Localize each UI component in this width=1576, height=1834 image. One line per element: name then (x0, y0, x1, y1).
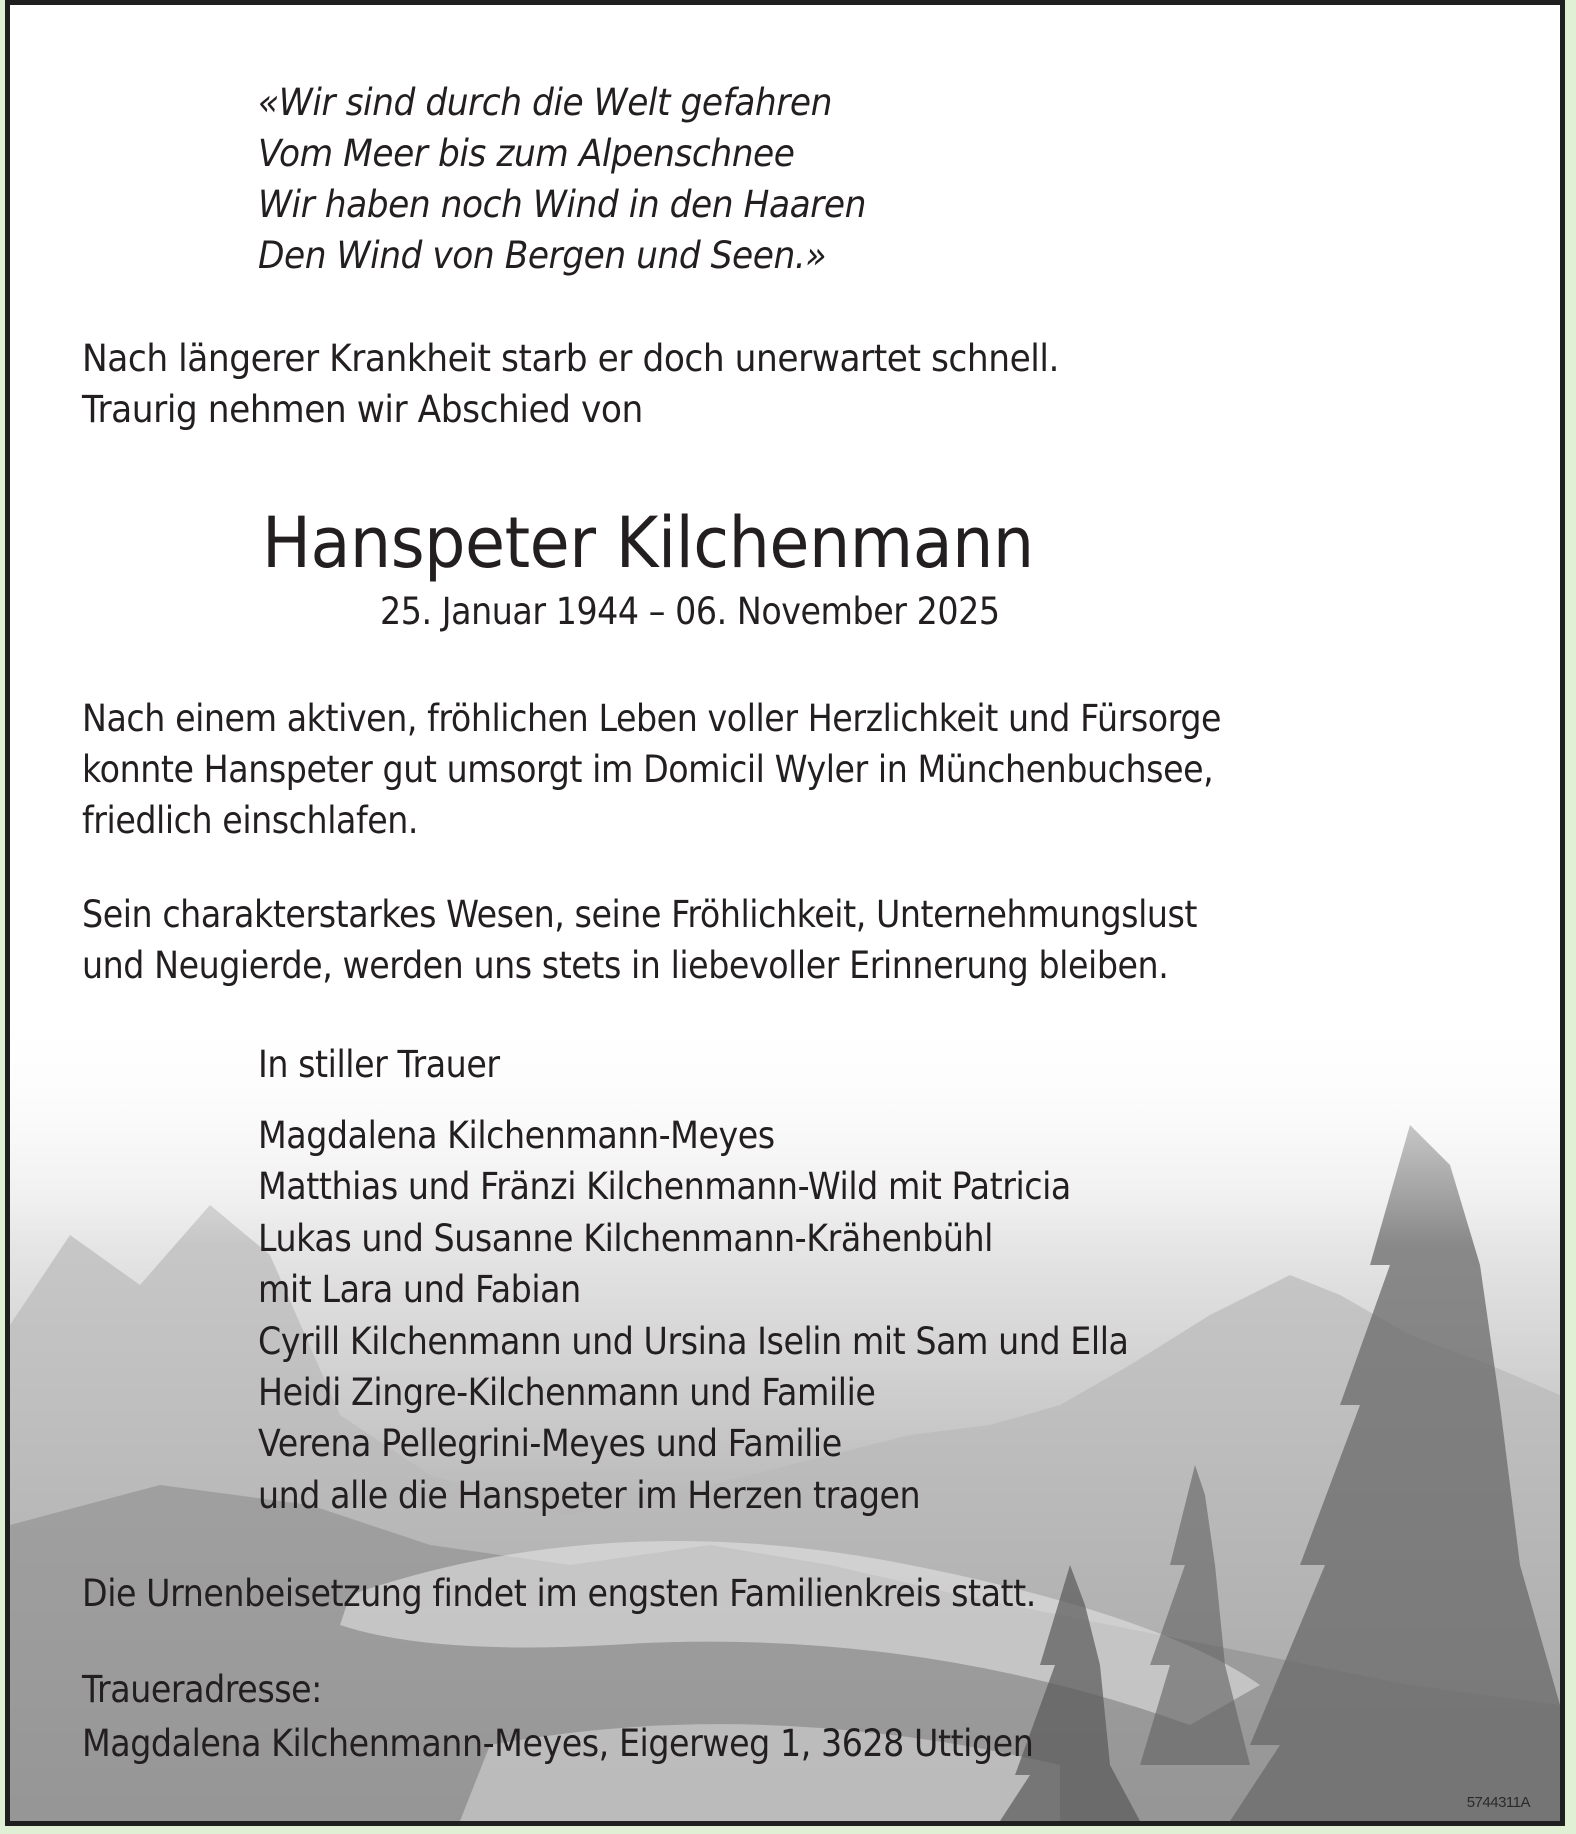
poem-line: Den Wind von Bergen und Seen.» (258, 234, 827, 277)
mourner-entry: Lukas und Susanne Kilchenmann-Krähenbühl (258, 1216, 993, 1260)
paragraph-memory (82, 889, 1197, 991)
intro-text (82, 333, 1059, 435)
mourning-label: In stiller Trauer (258, 1043, 500, 1086)
poem-line: «Wir sind durch die Welt gefahren (258, 81, 832, 124)
intro-line: Traurig nehmen wir Abschied von (82, 388, 643, 431)
reference-code: 5744311A (1466, 1794, 1530, 1811)
life-dates: 25. Januar 1944 – 06. November 2025 (380, 590, 1000, 633)
mourner-entry: Cyrill Kilchenmann und Ursina Iselin mit Sam und Ella (258, 1319, 1129, 1363)
paragraph-line: und Neugierde, werden uns stets in liebevoller Erinnerung bleiben. (82, 944, 1169, 987)
deceased-name: Hanspeter Kilchenmann (262, 502, 1034, 584)
mourner-entry: Magdalena Kilchenmann-Meyes (258, 1114, 775, 1157)
mourners-list (258, 1110, 1128, 1521)
mourner-entry: mit Lara und Fabian (258, 1268, 581, 1312)
poem-quote (258, 77, 866, 281)
mourning-address (82, 1663, 1033, 1771)
paragraph-line: friedlich einschlafen. (82, 799, 419, 842)
obituary-notice (5, 0, 1565, 1826)
burial-note: Die Urnenbeisetzung findet im engsten Familienkreis statt. (82, 1572, 1036, 1615)
paragraph-line: Nach einem aktiven, fröhlichen Leben voller Herzlichkeit und Fürsorge (82, 697, 1222, 740)
address-label: Traueradresse: (82, 1668, 322, 1711)
mourner-entry: Matthias und Fränzi Kilchenmann-Wild mit Patricia (258, 1165, 1071, 1209)
poem-line: Wir haben noch Wind in den Haaren (258, 183, 866, 226)
paragraph-life (82, 693, 1221, 846)
address-value: Magdalena Kilchenmann-Meyes, Eigerweg 1, 3628 Uttigen (82, 1722, 1034, 1765)
poem-line: Vom Meer bis zum Alpenschnee (258, 132, 795, 175)
intro-line: Nach längerer Krankheit starb er doch unerwartet schnell. (82, 337, 1059, 380)
paragraph-line: Sein charakterstarkes Wesen, seine Fröhlichkeit, Unternehmungslust (82, 893, 1198, 936)
mourner-entry: und alle die Hanspeter im Herzen tragen (258, 1473, 921, 1517)
mourner-entry: Heidi Zingre-Kilchenmann und Familie (258, 1371, 876, 1415)
mourner-entry: Verena Pellegrini-Meyes und Familie (258, 1422, 842, 1466)
paragraph-line: konnte Hanspeter gut umsorgt im Domicil Wyler in Münchenbuchsee, (82, 748, 1214, 791)
